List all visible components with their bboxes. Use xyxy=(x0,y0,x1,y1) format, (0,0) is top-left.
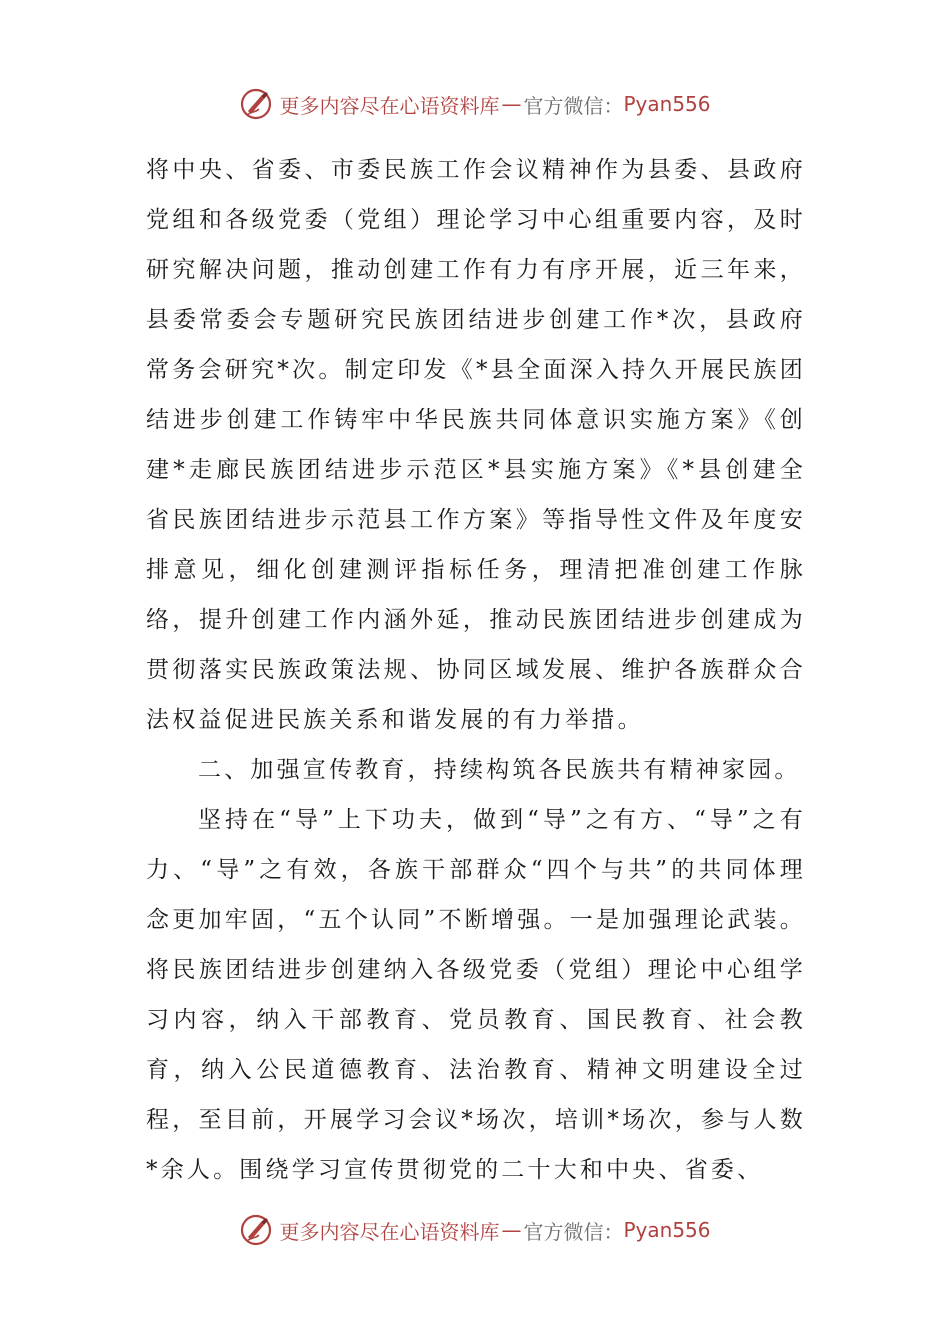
watermark-site-text: 更多内容尽在心语资料库 xyxy=(279,1219,500,1244)
body-paragraph-1: 将中央、省委、市委民族工作会议精神作为县委、县政府党组和各级党委（党组）理论学习中心组重要内容，及时研究解决问题，推动创建工作有力有序开展，近三年来，县委常委会专题研究民族团结进步创建工作*次，县政府常务会研究*次。制定印发《*县全面深入持久开展民族团结进步创建工作铸牢中华民族共同体意识实施方案》《创建*走廊民族团结进步示范区*县实施方案》《*县创建全省民族团结进步示范县工作方案》等指导性文件及年度安排意见，细化创建测评指标任务，理清把准创建工作脉络，提升创建工作内涵外延，推动民族团结进步创建成为贯彻落实民族政策法规、协同区域发展、维护各族群众合法权益促进民族关系和谐发展的有力举措。 xyxy=(146,157,806,733)
watermark-footer xyxy=(0,1210,950,1250)
watermark-wechat-id: Pyan556 xyxy=(623,1218,711,1242)
watermark-site-text: 更多内容尽在心语资料库 xyxy=(279,93,500,118)
body-paragraph-2: 坚持在“导”上下功夫，做到“导”之有方、“导”之有力、“导”之有效，各族干部群众“四个与共”的共同体理念更加牢固，“五个认同”不断增强。一是加强理论武装。将民族团结进步创建纳入各级党委（党组）理论中心组学习内容，纳入干部教育、党员教育、国民教育、社会教育，纳入公民道德教育、法治教育、精神文明建设全过程，至目前，开展学习会议*场次，培训*场次，参与人数*余人。围绕学习宣传贯彻党的二十大和中央、省委、 xyxy=(146,807,806,1183)
document-body xyxy=(146,145,806,1195)
watermark-wechat-label: 官方微信： xyxy=(523,93,624,118)
watermark-dash: — xyxy=(501,92,522,116)
watermark-wechat-id: Pyan556 xyxy=(623,92,711,116)
pen-logo-icon xyxy=(239,87,273,121)
pen-logo-icon xyxy=(239,1213,273,1247)
watermark-wechat-label: 官方微信： xyxy=(523,1219,624,1244)
section-heading-2: 二、加强宣传教育，持续构筑各民族共有精神家园。 xyxy=(198,757,801,783)
watermark-dash: — xyxy=(501,1218,522,1242)
watermark-header xyxy=(0,84,950,124)
